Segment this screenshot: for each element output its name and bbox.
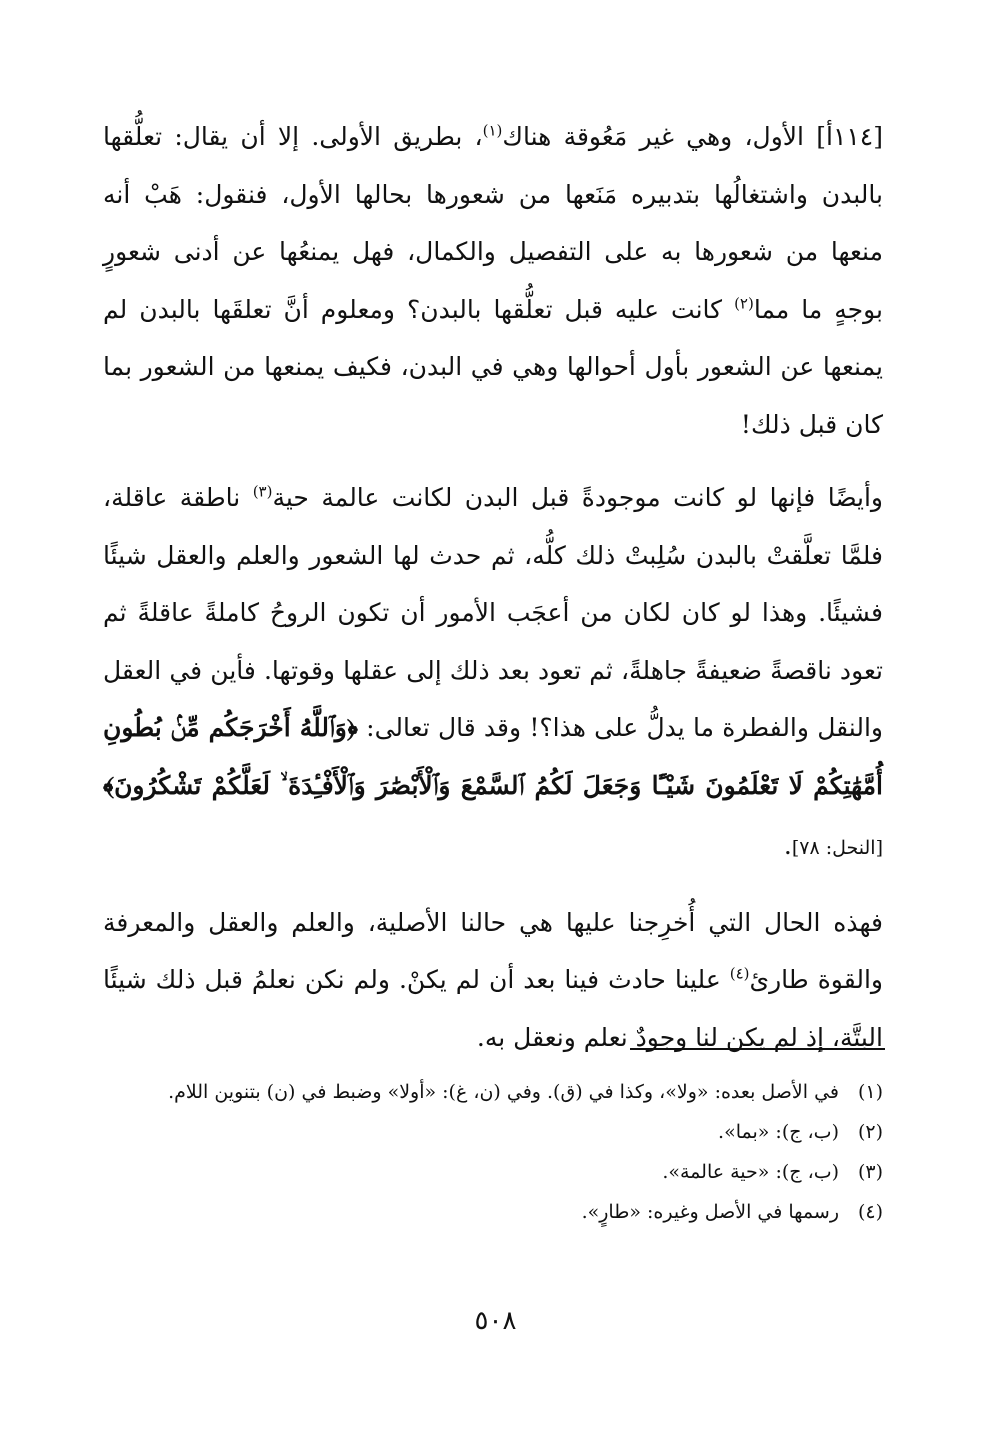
footnote-ref-3[interactable]: (٣) — [252, 482, 273, 501]
footnote-item — [103, 1192, 883, 1232]
footnote-divider — [630, 1048, 885, 1050]
footnote-item — [103, 1112, 883, 1152]
paragraph-1-part-a: [١١٤أ] الأول، وهي غير مَعُوقة هناك — [502, 122, 883, 151]
quran-verse: ﴿وَٱللَّهُ أَخْرَجَكُم مِّنۢ بُطُونِ أُمَّهَٰتِكُمْ لَا تَعْلَمُونَ شَيْـًٔا وَجَعَلَ لَكُمُ ٱلسَّمْعَ وَٱلْأَبْصَٰرَ وَٱلْأَفْـِٔدَةَ ۙ لَعَلَّكُمْ تَشْكُرُونَ﴾ — [103, 713, 883, 800]
paragraph-1-part-b: ، بطريق الأولى. إلا أن يقال: تعلُّقها بالبدن واشتغالُها بتدبيره مَنَعها من شعورها بحالها الأول، فنقول: هَبْ أنه منعها من شعورها به على التفصيل والكمال، فهل يمنعُها عن أدنى شعورٍ بوجهٍ ما مما — [103, 122, 884, 324]
footnote-item — [103, 1152, 883, 1192]
paragraph-2-part-b: ناطقة عاقلة، فلمَّا تعلَّقتْ بالبدن سُلِبتْ ذلك كلُّه، ثم حدث لها الشعور والعلم والعقل شيئًا فشيئًا. وهذا لو كان لكان من أعجَب الأمور أن تكون الروحُ كاملةً عاقلةً ثم تعود ناقصةً ضعيفةً جاهلةً، ثم تعود بعد ذلك إلى عقلها وقوتها. فأين في العقل والنقل والفطرة ما يدلُّ على هذا؟! وقد قال تعالى: — [103, 483, 883, 742]
footnote-text: (ب، ج): «بما». — [718, 1121, 839, 1143]
footnote-text: (ب، ج): «حية عالمة». — [662, 1161, 839, 1183]
paragraph-2-end: . — [783, 831, 792, 860]
footnote-text: في الأصل بعده: «ولا»، وكذا في (ق). وفي (ن، غ): «أولا» وضبط في (ن) بتنوين اللام. — [168, 1081, 839, 1103]
verse-citation: [النحل: ٧٨] — [791, 837, 883, 859]
footnote-number: (٤) — [857, 1201, 883, 1223]
footnote-number: (٢) — [857, 1121, 883, 1143]
paragraph-1 — [103, 108, 883, 453]
page-number: ٥٠٨ — [474, 1306, 517, 1336]
paragraph-3 — [103, 894, 883, 1067]
footnotes-list — [103, 1072, 883, 1232]
footnote-ref-1[interactable]: (١) — [482, 121, 503, 140]
paragraph-2 — [103, 469, 883, 878]
paragraph-2-part-a: وأيضًا فإنها لو كانت موجودةً قبل البدن لكانت عالمة حية — [272, 483, 883, 512]
paragraph-3-part-a: فهذه الحال التي أُخرِجنا عليها هي حالنا الأصلية، والعلم والعقل والمعرفة والقوة طارئ — [103, 907, 883, 994]
footnote-ref-4[interactable]: (٤) — [729, 964, 750, 983]
footnote-number: (١) — [857, 1081, 883, 1103]
footnote-item — [103, 1072, 883, 1112]
footnote-text: رسمها في الأصل وغيره: «طارٍ». — [581, 1201, 839, 1223]
paragraph-1-part-c: كانت عليه قبل تعلُّقها بالبدن؟ ومعلوم أنَّ تعلقَها بالبدن لم يمنعها عن الشعور بأول أحوالها وهي في البدن، فكيف يمنعها من الشعور بما كان قبل ذلك! — [103, 294, 883, 439]
footnote-number: (٣) — [857, 1161, 883, 1183]
paragraph-3-part-b: علينا حادث فينا بعد أن لم يكنْ. ولم نكن نعلمُ قبل ذلك شيئًا البتَّة، إذ لم يكن لنا وجودٌ نعلم ونعقل به. — [103, 965, 883, 1052]
footnote-ref-2[interactable]: (٢) — [734, 294, 754, 313]
main-text — [103, 108, 883, 1066]
